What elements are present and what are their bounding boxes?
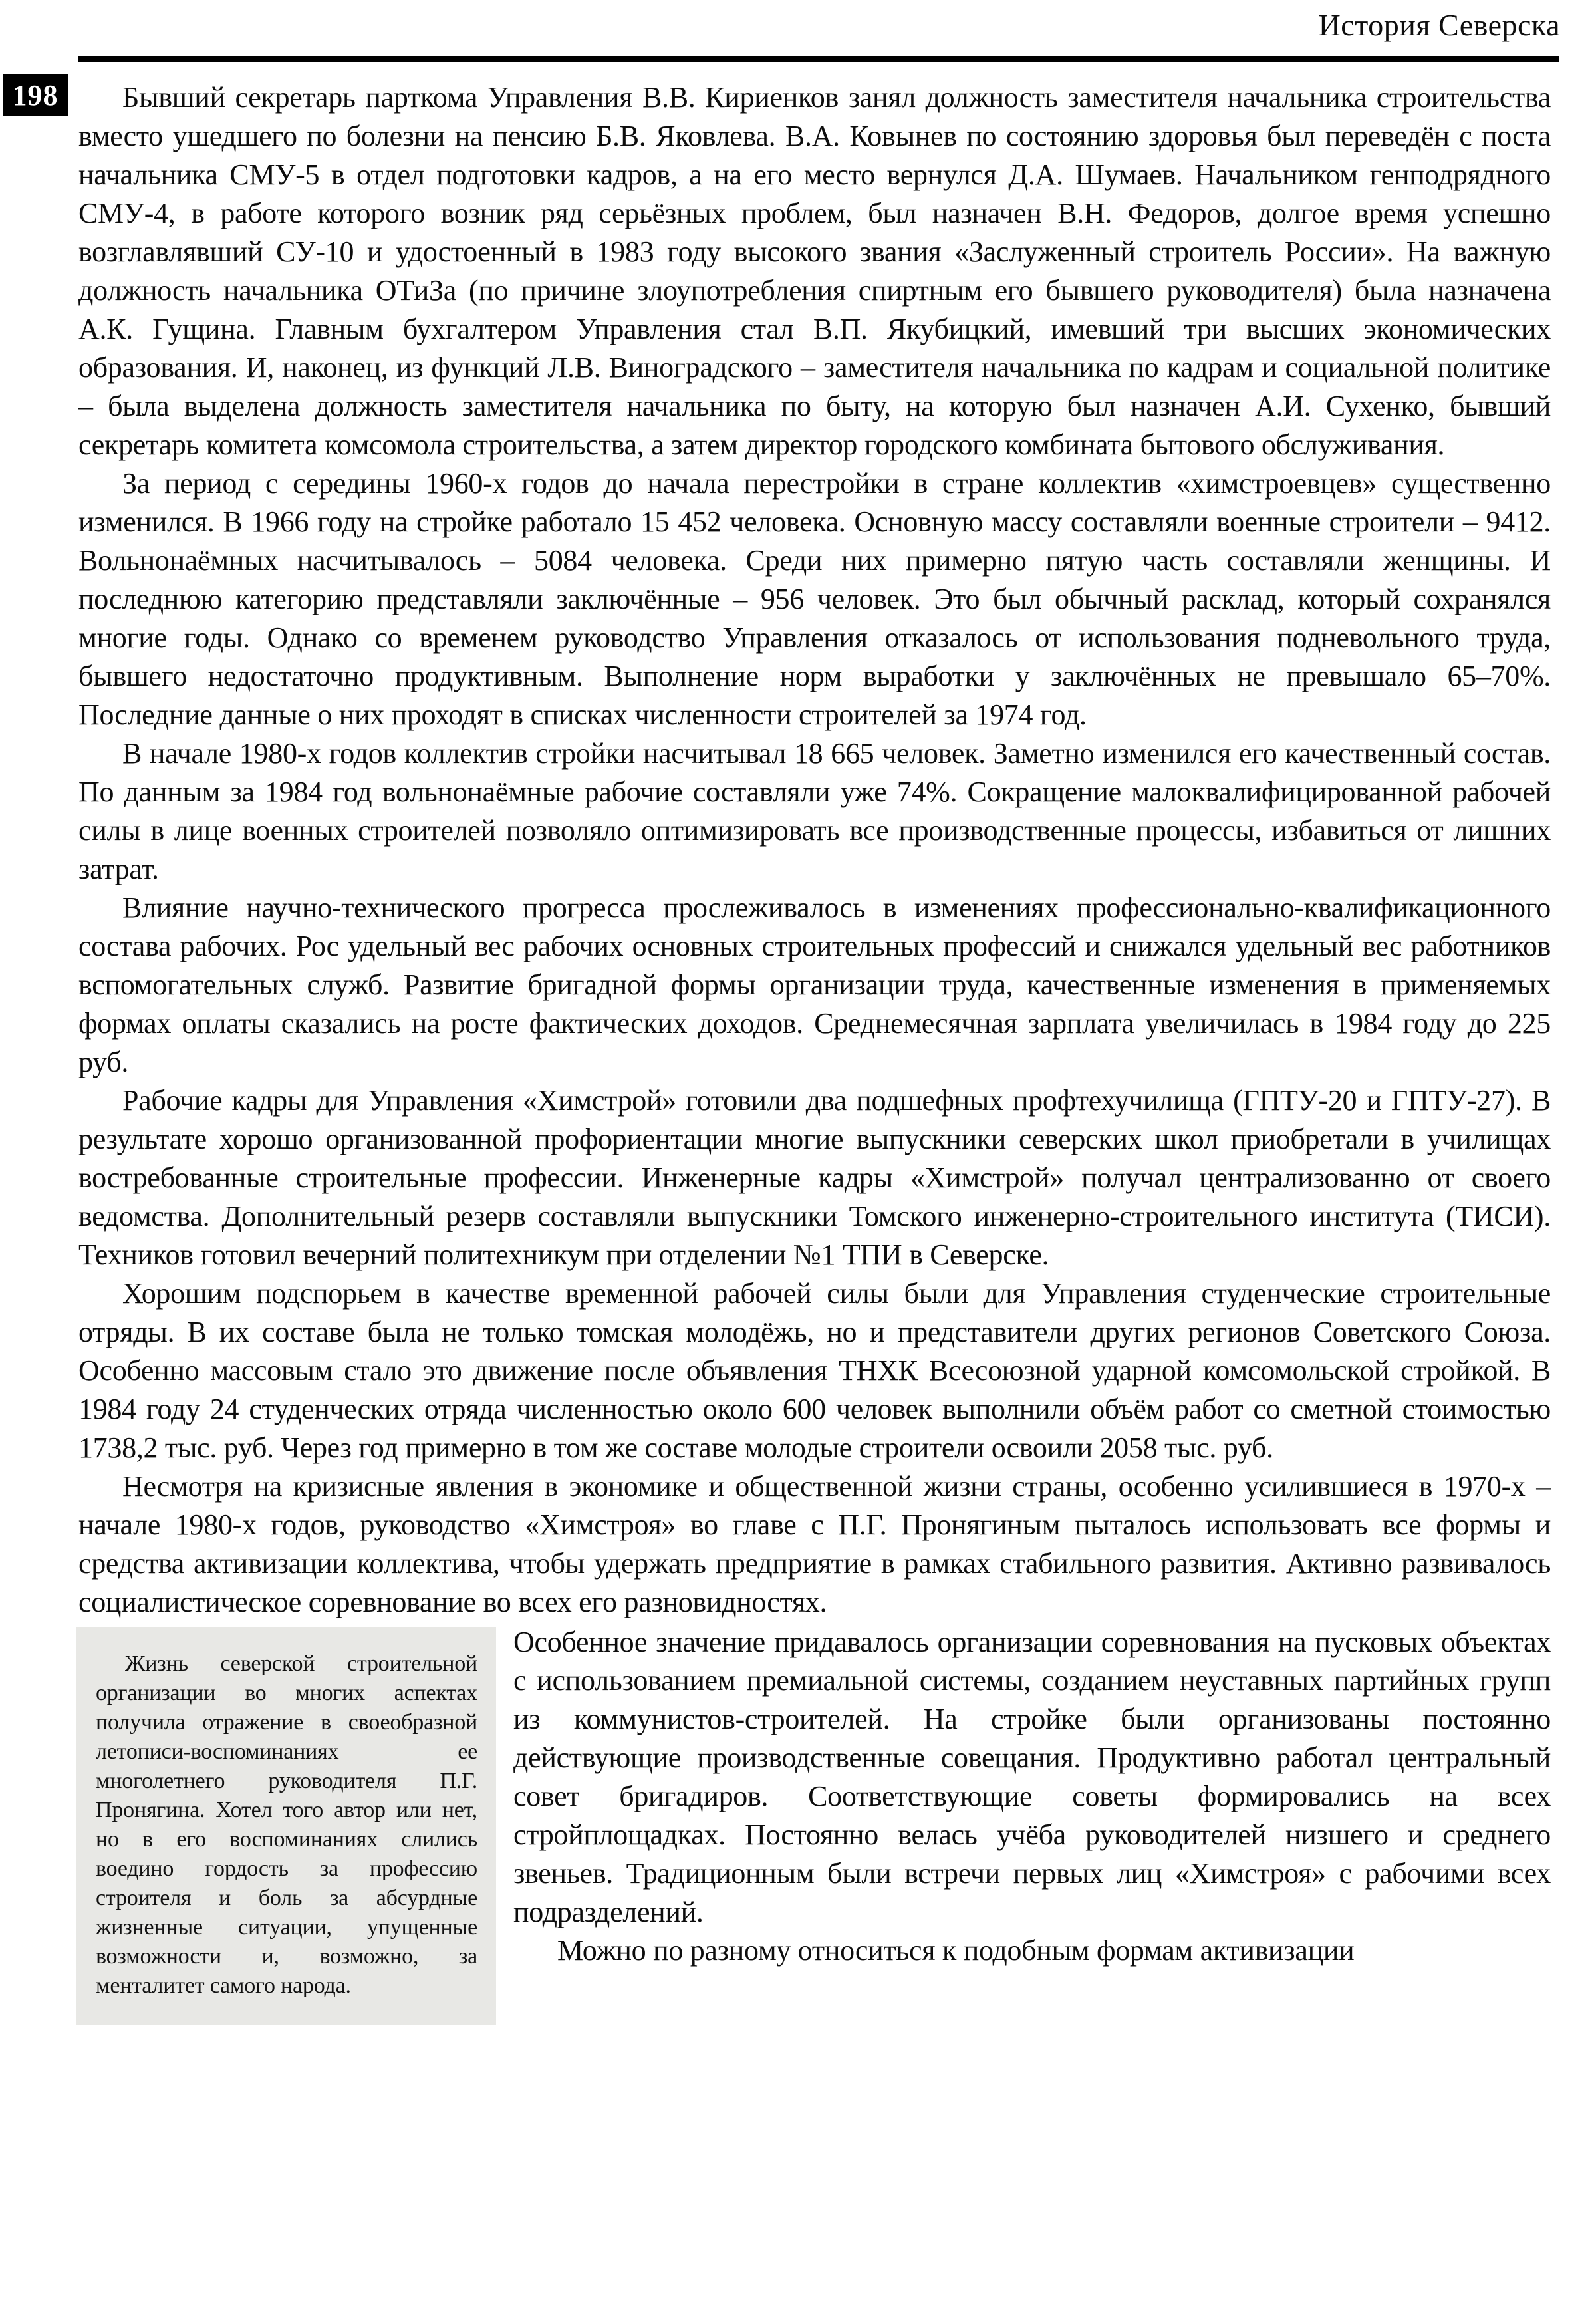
- wrap-column: [513, 1623, 1551, 1970]
- paragraph-1: Бывший секретарь парткома Управления В.В. Кириенков занял должность заместителя начальника строительства вместо ушедшего по болезни на пенсию Б.В. Яковлева. В.А. Ковынев по состоянию здоровья был переведён с поста начальника СМУ-5 в отдел подготовки кадров, а на его место вернулся Д.А. Шумаев. Начальником генподрядного СМУ-4, в работе которого возник ряд серьёзных проблем, был назначен В.Н. Федоров, долгое время успешно возглавлявший СУ-10 и удостоенный в 1983 году высокого звания «Заслуженный строитель России». На важную должность начальника ОТиЗа (по причине злоупотребления спиртным его бывшего руководителя) была назначена А.К. Гущина. Главным бухгалтером Управления стал В.П. Якубицкий, имевший три высших экономических образования. И, наконец, из функций Л.В. Виноградского – заместителя начальника по кадрам и социальной политике – была выделена должность заместителя начальника по быту, на которую был назначен А.И. Сухенко, бывший секретарь комитета комсомола строительства, а затем директор городского комбината бытового обслуживания.: [78, 81, 1551, 461]
- paragraph-3: В начале 1980-х годов коллектив стройки насчитывал 18 665 человек. Заметно изменился его качественный состав. По данным за 1984 год вольнонаёмные рабочие составляли уже 74%. Сокращение малоквалифицированной рабочей силы в лице военных строителей позволяло оптимизировать все производственные процессы, избавиться от лишних затрат.: [78, 737, 1551, 885]
- paragraph-7-continuation: Особенное значение придавалось организации соревнования на пусковых объектах с использованием премиальной системы, созданием неуставных партийных групп из коммунистов-строителей. На стройке были организованы постоянно действующие производственные совещания. Продуктивно работал центральный совет бригадиров. Соответствующие советы формировались на всех стройплощадках. Постоянно велась учёба руководителей низшего и среднего звеньев. Традиционным были встречи первых лиц «Химстроя» с рабочими всех подразделений.: [513, 1626, 1551, 1928]
- sidebar-note-box: [76, 1627, 496, 2025]
- sidebar-note-text: Жизнь северской строительной организации во многих аспектах получила отражение в своеобразной летописи-воспоминаниях ее многолетнего руководителя П.Г. Пронягина. Хотел того автор или нет, но в его воспоминаниях слились воедино гордость за профессию строителя и боль за абсурдные жизненные ситуации, упущенные возможности и, возможно, за менталитет самого народа.: [96, 1652, 477, 1998]
- paragraph-4: Влияние научно-технического прогресса прослеживалось в изменениях профессионально-квалификационного состава рабочих. Рос удельный вес рабочих основных строительных профессий и снижался удельный вес работников вспомогательных служб. Развитие бригадной формы организации труда, качественные изменения в применяемых формах оплаты сказались на росте фактических доходов. Среднемесячная зарплата увеличилась в 1984 году до 225 руб.: [78, 891, 1551, 1078]
- header-rule: [78, 56, 1559, 62]
- paragraph-6: Хорошим подспорьем в качестве временной рабочей силы были для Управления студенческие строительные отряды. В их составе была не только томская молодёжь, но и представители других регионов Советского Союза. Особенно массовым стало это движение после объявления ТНХК Всесоюзной ударной комсомольской стройкой. В 1984 году 24 студенческих отряда численностью около 600 человек выполнили объём работ со сметной стоимостью 1738,2 тыс. руб. Через год примерно в том же составе молодые строители освоили 2058 тыс. руб.: [78, 1277, 1551, 1464]
- paragraph-8: Можно по разному относиться к подобным формам активизации: [557, 1934, 1355, 1967]
- text-column: [78, 78, 1551, 2025]
- paragraph-7: Несмотря на кризисные явления в экономике и общественной жизни страны, особенно усилившиеся в 1970-х – начале 1980-х годов, руководство «Химстроя» во главе с П.Г. Пронягиным пыталось использовать все формы и средства активизации коллектива, чтобы удержать предприятие в рамках стабильного развития. Активно развивалось социалистическое соревнование во всех его разновидностях.: [78, 1470, 1551, 1618]
- paragraph-2: За период с середины 1960-х годов до начала перестройки в стране коллектив «химстроевцев» существенно изменился. В 1966 году на стройке работало 15 452 человека. Основную массу составляли военные строители – 9412. Вольнонаёмных насчитывалось – 5084 человека. Среди них примерно пятую часть составляли женщины. И последнюю категорию представляли заключённые – 956 человек. Это был обычный расклад, который сохранялся многие годы. Однако со временем руководство Управления отказалось от использования подневольного труда, бывшего недостаточно продуктивным. Выполнение норм выработки у заключённых не превышало 65–70%. Последние данные о них проходят в списках численности строителей за 1974 год.: [78, 467, 1551, 731]
- paragraph-5: Рабочие кадры для Управления «Химстрой» готовили два подшефных профтехучилища (ГПТУ-20 и ГПТУ-27). В результате хорошо организованной профориентации многие выпускники северских школ приобретали в училищах востребованные строительные профессии. Инженерные кадры «Химстрой» получал централизованно от своего ведомства. Дополнительный резерв составляли выпускники Томского инженерно-строительного института (ТИСИ). Техников готовил вечерний политехникум при отделении №1 ТПИ в Северске.: [78, 1084, 1551, 1271]
- running-head-title: История Северска: [1318, 8, 1560, 42]
- page-number-badge: [3, 74, 68, 116]
- bottom-section: [78, 1623, 1551, 2025]
- page-number-text: 198: [12, 78, 59, 112]
